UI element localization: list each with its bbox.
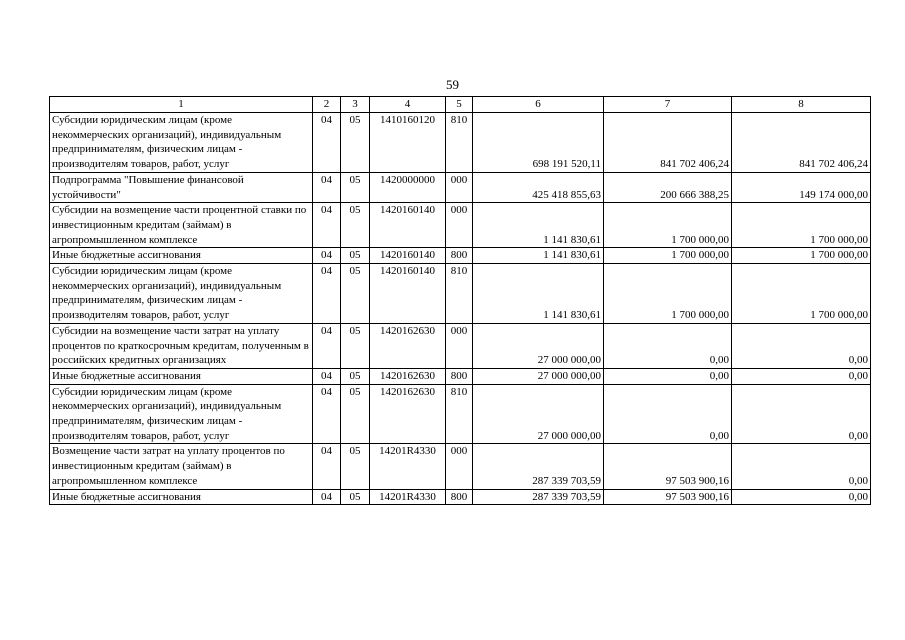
expense-type-code: 000: [446, 444, 473, 489]
amount-col7: 0,00: [604, 368, 732, 384]
amount-col8: 0,00: [732, 323, 871, 368]
expense-type-code: 800: [446, 248, 473, 264]
target-article-code: 14201R4330: [370, 444, 446, 489]
table-row: [50, 384, 871, 444]
amount-col6: 1 141 830,61: [473, 203, 604, 248]
row-name: Подпрограмма "Повышение финансовой устойчивости": [50, 172, 313, 202]
section-code: 04: [313, 248, 341, 264]
column-header: 3: [341, 97, 370, 113]
table-row: [50, 368, 871, 384]
amount-col6: 27 000 000,00: [473, 368, 604, 384]
section-code: 04: [313, 264, 341, 324]
expense-type-code: 800: [446, 489, 473, 505]
column-header: 7: [604, 97, 732, 113]
subsection-code: 05: [341, 172, 370, 202]
target-article-code: 1420160140: [370, 248, 446, 264]
target-article-code: 1420162630: [370, 368, 446, 384]
target-article-code: 1420160140: [370, 203, 446, 248]
row-name: Иные бюджетные ассигнования: [50, 248, 313, 264]
amount-col8: 0,00: [732, 368, 871, 384]
table-header-row: [50, 97, 871, 113]
row-name: Субсидии на возмещение части затрат на уплату процентов по краткосрочным кредитам, полученным в российских кредитных организациях: [50, 323, 313, 368]
subsection-code: 05: [341, 368, 370, 384]
table-row: [50, 323, 871, 368]
amount-col6: 425 418 855,63: [473, 172, 604, 202]
section-code: 04: [313, 113, 341, 173]
expense-type-code: 000: [446, 323, 473, 368]
section-code: 04: [313, 489, 341, 505]
subsection-code: 05: [341, 444, 370, 489]
section-code: 04: [313, 203, 341, 248]
page-number: 59: [446, 77, 459, 92]
subsection-code: 05: [341, 248, 370, 264]
target-article-code: 1420160140: [370, 264, 446, 324]
column-header: 2: [313, 97, 341, 113]
table-row: [50, 203, 871, 248]
amount-col6: 698 191 520,11: [473, 113, 604, 173]
expense-type-code: 810: [446, 384, 473, 444]
table-row: [50, 172, 871, 202]
section-code: 04: [313, 384, 341, 444]
subsection-code: 05: [341, 264, 370, 324]
amount-col8: 0,00: [732, 444, 871, 489]
amount-col7: 1 700 000,00: [604, 203, 732, 248]
amount-col8: 1 700 000,00: [732, 203, 871, 248]
amount-col7: 200 666 388,25: [604, 172, 732, 202]
row-name: Субсидии юридическим лицам (кроме некоммерческих организаций), индивидуальным предпринимателям, физическим лицам - производителям товаров, работ, услуг: [50, 113, 313, 173]
table-row: [50, 444, 871, 489]
amount-col8: 841 702 406,24: [732, 113, 871, 173]
row-name: Субсидии юридическим лицам (кроме некоммерческих организаций), индивидуальным предпринимателям, физическим лицам - производителям товаров, работ, услуг: [50, 264, 313, 324]
amount-col7: 97 503 900,16: [604, 444, 732, 489]
amount-col6: 27 000 000,00: [473, 323, 604, 368]
amount-col8: 0,00: [732, 489, 871, 505]
amount-col6: 1 141 830,61: [473, 264, 604, 324]
subsection-code: 05: [341, 113, 370, 173]
amount-col8: 0,00: [732, 384, 871, 444]
target-article-code: 14201R4330: [370, 489, 446, 505]
amount-col7: 1 700 000,00: [604, 248, 732, 264]
target-article-code: 1420162630: [370, 384, 446, 444]
row-name: Иные бюджетные ассигнования: [50, 368, 313, 384]
target-article-code: 1410160120: [370, 113, 446, 173]
amount-col8: 149 174 000,00: [732, 172, 871, 202]
table-row: [50, 489, 871, 505]
amount-col7: 841 702 406,24: [604, 113, 732, 173]
amount-col7: 0,00: [604, 384, 732, 444]
row-name: Возмещение части затрат на уплату процентов по инвестиционным кредитам (займам) в агропромышленном комплексе: [50, 444, 313, 489]
expense-type-code: 000: [446, 172, 473, 202]
amount-col6: 287 339 703,59: [473, 444, 604, 489]
amount-col8: 1 700 000,00: [732, 264, 871, 324]
subsection-code: 05: [341, 323, 370, 368]
section-code: 04: [313, 172, 341, 202]
column-header: 4: [370, 97, 446, 113]
amount-col8: 1 700 000,00: [732, 248, 871, 264]
subsection-code: 05: [341, 203, 370, 248]
target-article-code: 1420000000: [370, 172, 446, 202]
section-code: 04: [313, 444, 341, 489]
column-header: 1: [50, 97, 313, 113]
section-code: 04: [313, 323, 341, 368]
expense-type-code: 810: [446, 264, 473, 324]
amount-col7: 97 503 900,16: [604, 489, 732, 505]
row-name: Субсидии на возмещение части процентной ставки по инвестиционным кредитам (займам) в агропромышленном комплексе: [50, 203, 313, 248]
table-row: [50, 113, 871, 173]
table-row: [50, 248, 871, 264]
amount-col7: 1 700 000,00: [604, 264, 732, 324]
table-row: [50, 264, 871, 324]
row-name: Субсидии юридическим лицам (кроме некоммерческих организаций), индивидуальным предпринимателям, физическим лицам - производителям товаров, работ, услуг: [50, 384, 313, 444]
row-name: Иные бюджетные ассигнования: [50, 489, 313, 505]
column-header: 5: [446, 97, 473, 113]
column-header: 6: [473, 97, 604, 113]
column-header: 8: [732, 97, 871, 113]
subsection-code: 05: [341, 384, 370, 444]
expense-type-code: 810: [446, 113, 473, 173]
expense-type-code: 800: [446, 368, 473, 384]
amount-col6: 27 000 000,00: [473, 384, 604, 444]
budget-table: [49, 96, 871, 505]
expense-type-code: 000: [446, 203, 473, 248]
amount-col6: 287 339 703,59: [473, 489, 604, 505]
amount-col6: 1 141 830,61: [473, 248, 604, 264]
amount-col7: 0,00: [604, 323, 732, 368]
subsection-code: 05: [341, 489, 370, 505]
section-code: 04: [313, 368, 341, 384]
target-article-code: 1420162630: [370, 323, 446, 368]
